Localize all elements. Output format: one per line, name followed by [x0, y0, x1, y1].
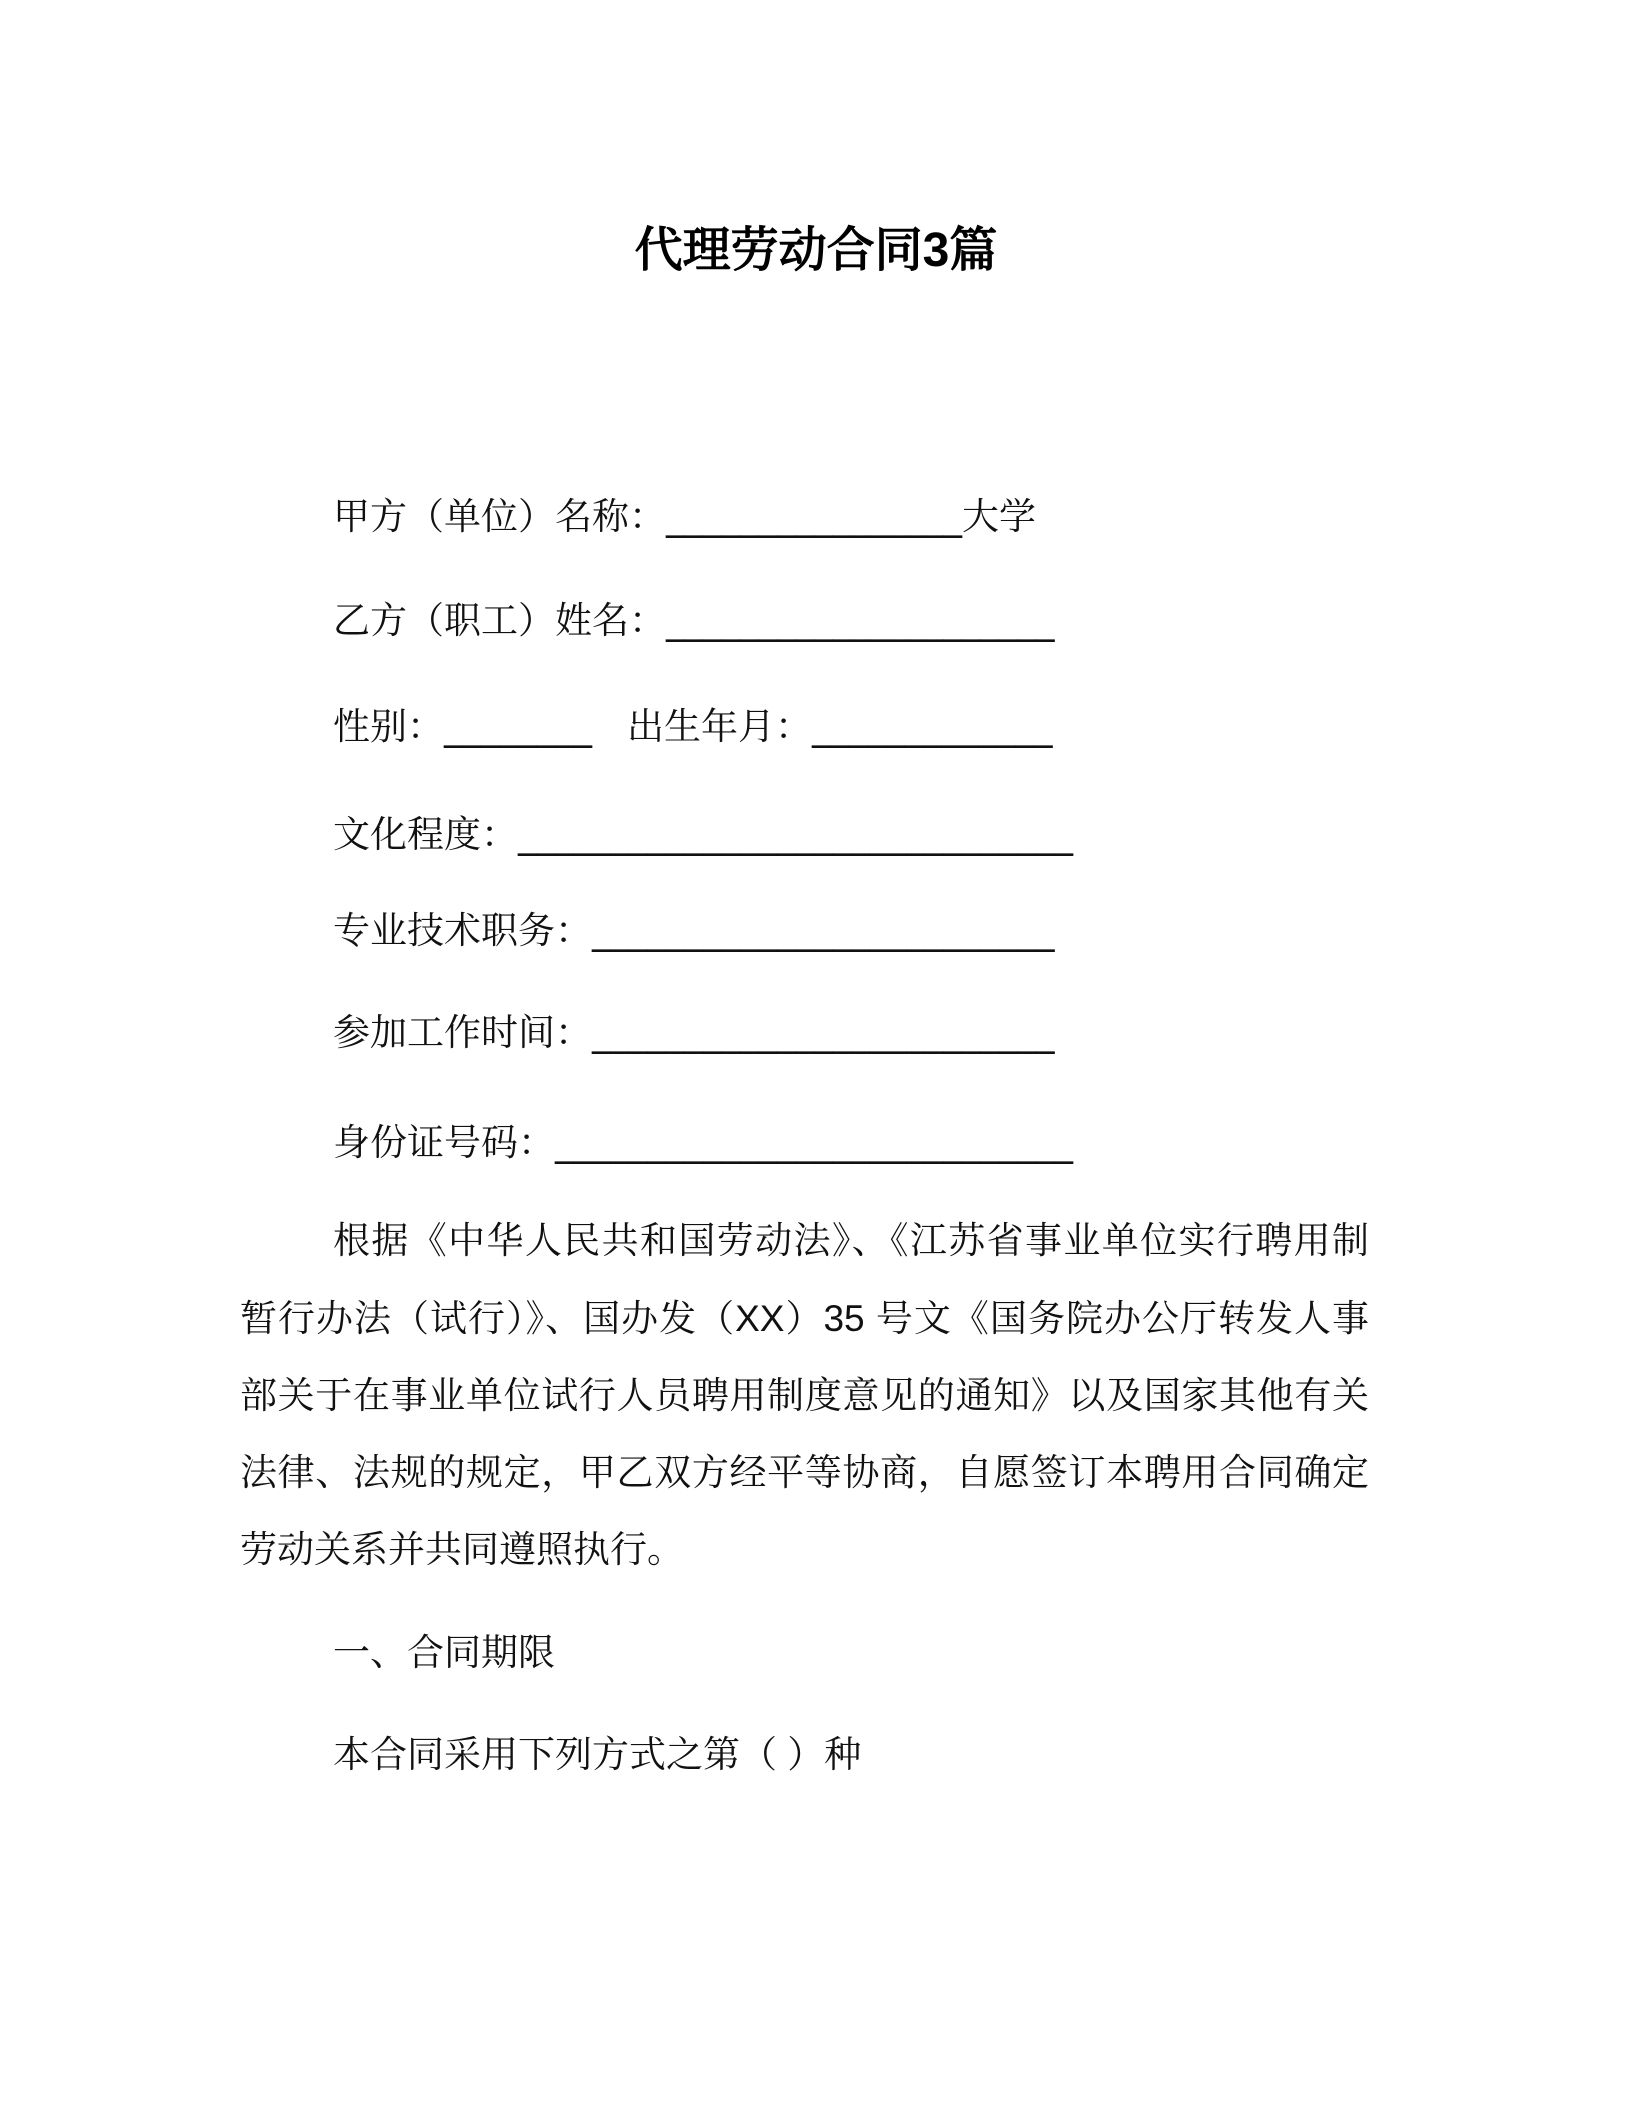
fill-in-blank: _____________ — [812, 705, 1053, 748]
field-label: 身份证号码： — [333, 1122, 555, 1163]
fill-in-blank: ________________ — [666, 495, 962, 538]
field-party-a-name — [333, 492, 1036, 542]
field-birth-date — [627, 702, 1053, 752]
fill-in-blank: _____________________ — [666, 599, 1055, 642]
field-suffix: 大学 — [962, 496, 1036, 537]
field-label: 专业技术职务： — [333, 910, 592, 951]
fill-in-blank: ______________________________ — [518, 813, 1073, 856]
field-label: 性别： — [333, 706, 444, 747]
field-professional-title — [333, 906, 1055, 956]
contract-term-option-text: 本合同采用下列方式之第（ ）种 — [333, 1734, 862, 1775]
fill-in-blank: _________________________ — [592, 1011, 1055, 1054]
field-party-b-name — [333, 596, 1055, 646]
field-label: 文化程度： — [333, 814, 518, 855]
section-heading-contract-term: 一、合同期限 — [333, 1632, 555, 1673]
paragraph-line: 暂行办法（试行）》、国办发（XX）35 号文《国务院办公厅转发人事 — [240, 1298, 1369, 1339]
field-education — [333, 810, 1073, 860]
fill-in-blank: _________________________ — [592, 909, 1055, 952]
paragraph-line: 部关于在事业单位试行人员聘用制度意见的通知》以及国家其他有关 — [240, 1375, 1369, 1416]
fill-in-blank: ____________________________ — [555, 1121, 1073, 1164]
document-title: 代理劳动合同3篇 — [634, 224, 998, 277]
fill-in-blank: ________ — [444, 705, 592, 748]
paragraph-line: 根据《中华人民共和国劳动法》、《江苏省事业单位实行聘用制 — [333, 1220, 1369, 1261]
field-label: 乙方（职工）姓名： — [333, 600, 666, 641]
field-label: 甲方（单位）名称： — [333, 496, 666, 537]
field-gender — [333, 702, 592, 752]
field-id-number — [333, 1118, 1073, 1168]
field-label: 出生年月： — [627, 706, 812, 747]
field-work-start-time — [333, 1008, 1055, 1058]
paragraph-line: 法律、法规的规定，甲乙双方经平等协商，自愿签订本聘用合同确定 — [240, 1452, 1369, 1493]
field-label: 参加工作时间： — [333, 1012, 592, 1053]
paragraph-line: 劳动关系并共同遵照执行。 — [240, 1529, 684, 1570]
